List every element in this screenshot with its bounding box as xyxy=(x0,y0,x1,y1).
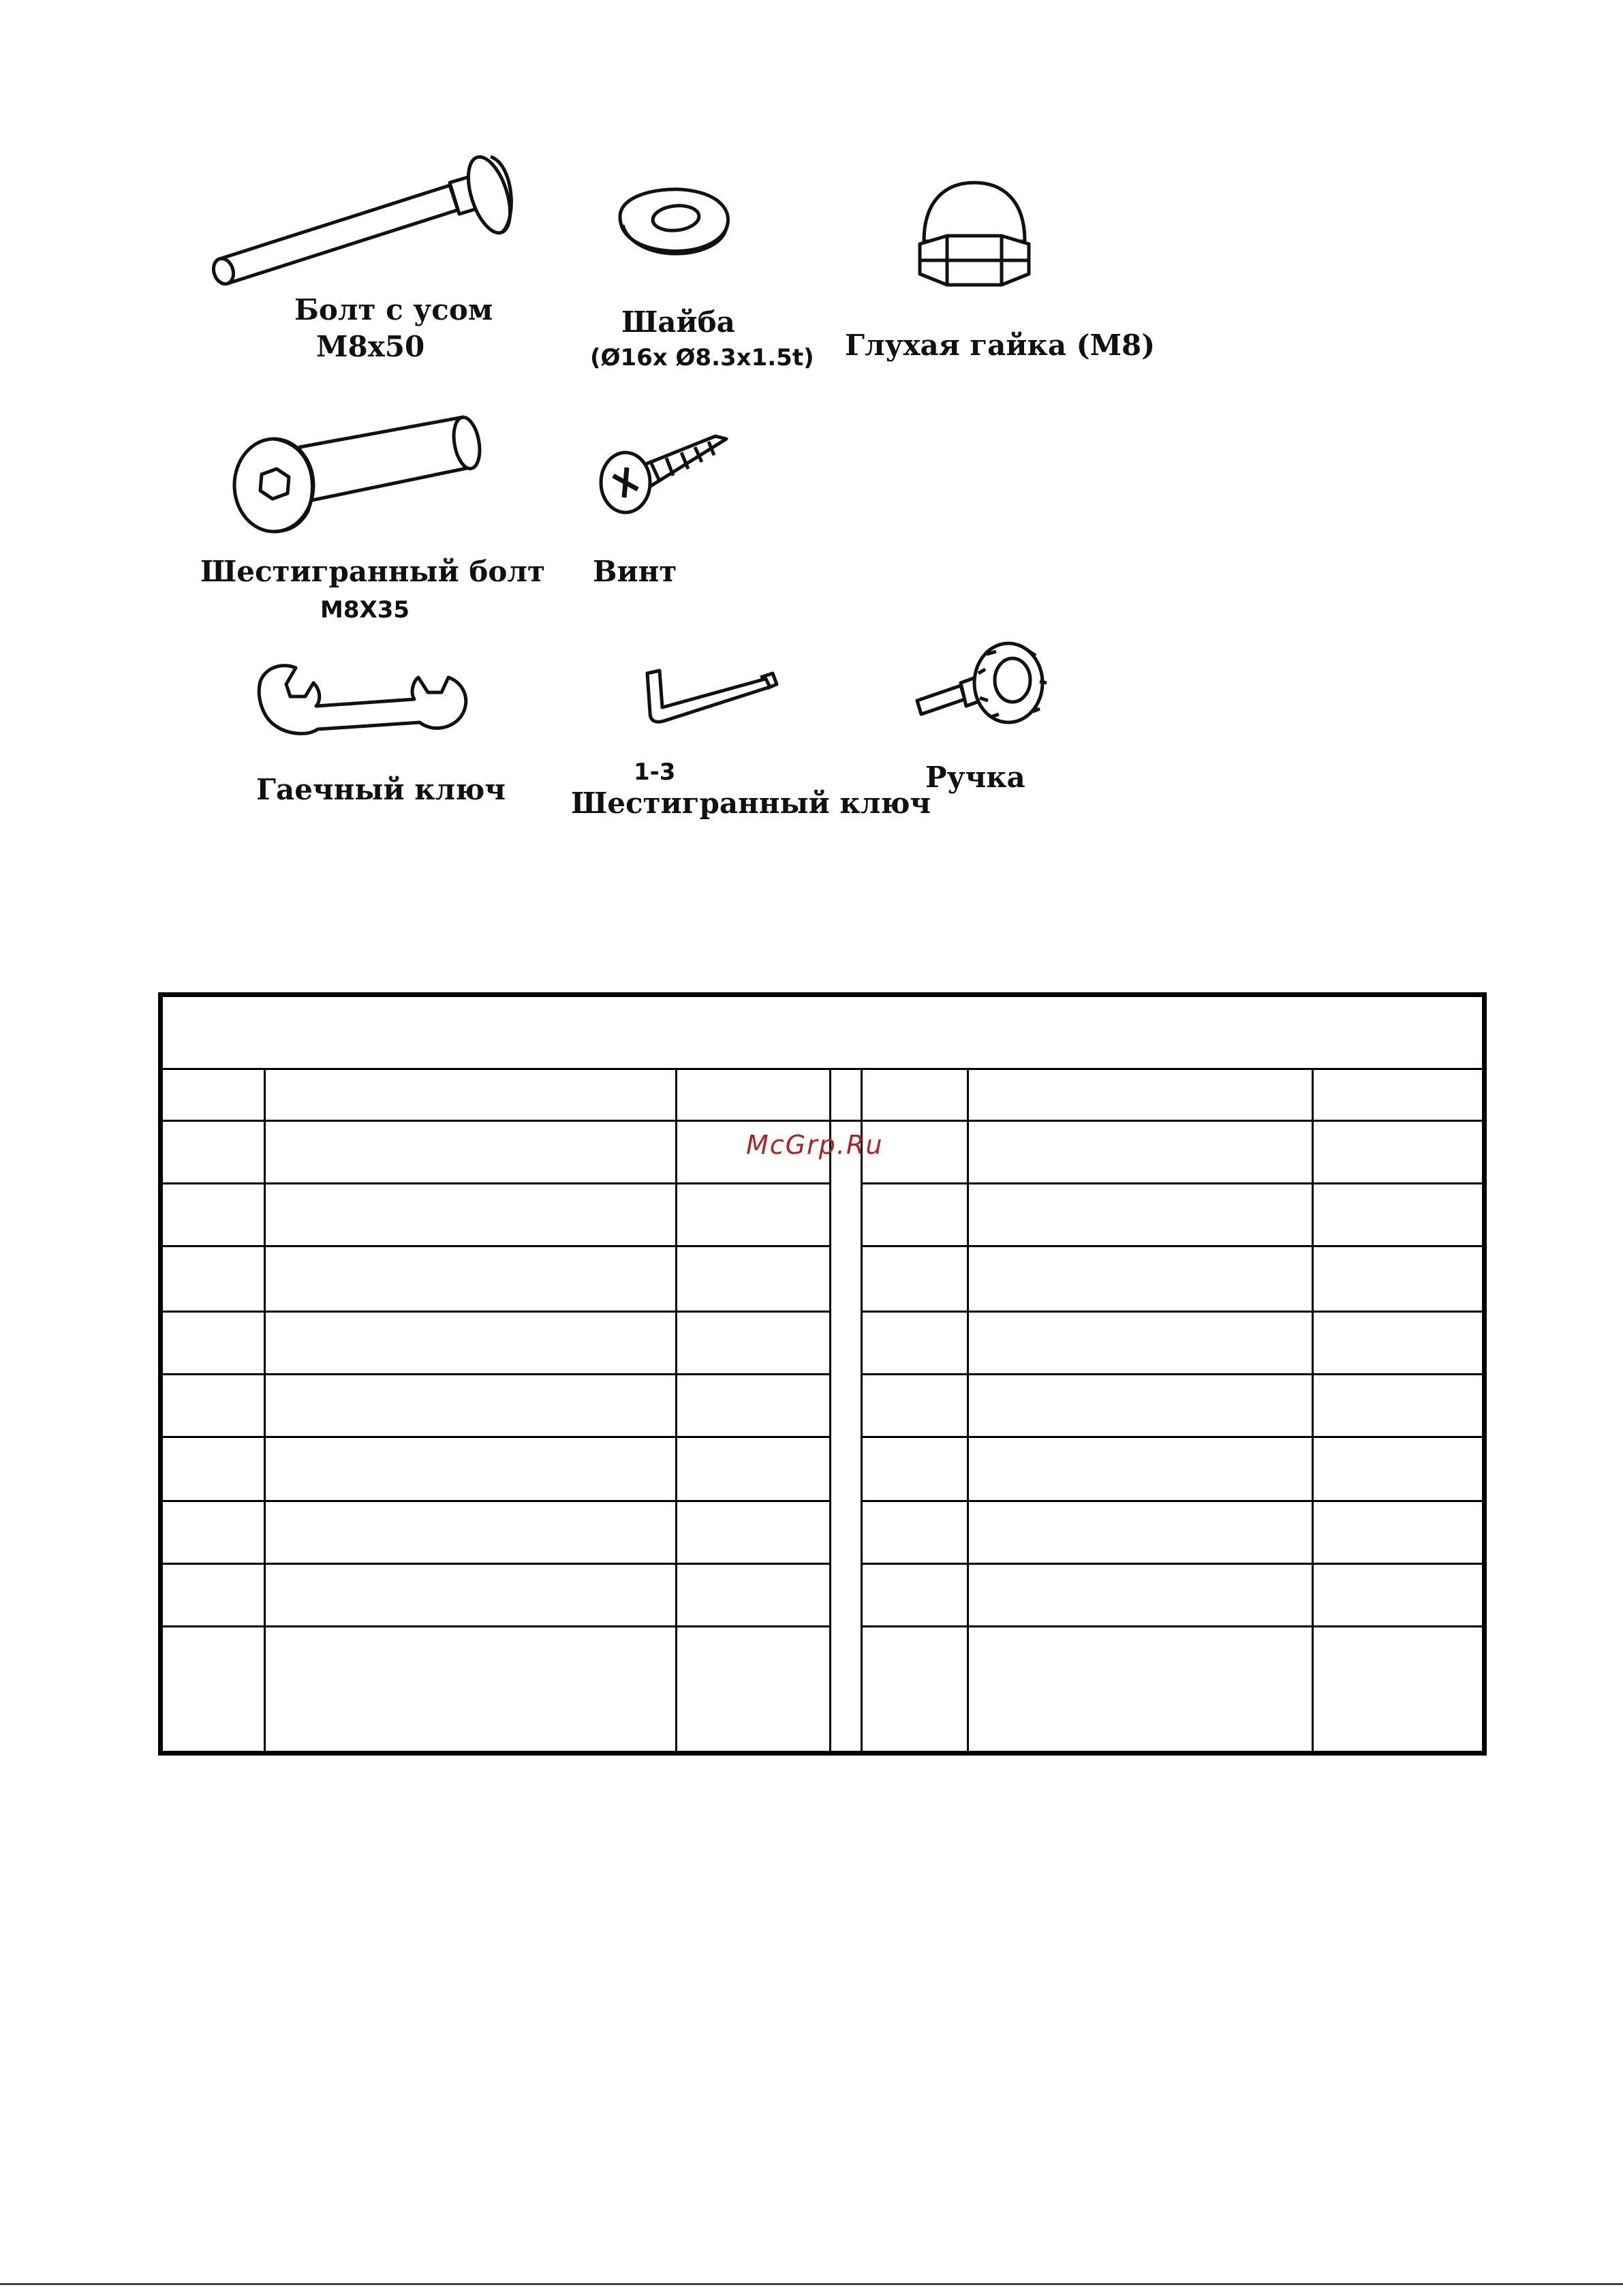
table-column-header-divider xyxy=(163,1120,1482,1122)
table-column-divider xyxy=(861,1068,863,1751)
wrench-icon xyxy=(256,661,474,736)
table-row-divider xyxy=(163,1500,1482,1502)
wrench-label: Гаечный ключ xyxy=(256,773,506,806)
table-header-divider xyxy=(163,1068,1482,1070)
hex-key-icon xyxy=(643,668,779,729)
table-column-divider xyxy=(675,1068,677,1751)
screw-icon xyxy=(593,428,729,523)
hex-key-size: 1-3 xyxy=(634,759,676,786)
table-column-divider xyxy=(264,1068,266,1751)
parts-list-table xyxy=(158,992,1487,1756)
table-row-divider xyxy=(163,1373,1482,1375)
hex-bolt-icon xyxy=(232,409,518,545)
washer-size: (Ø16x Ø8.3x1.5t) xyxy=(590,344,814,371)
table-row-divider xyxy=(163,1182,1482,1184)
table-row-divider xyxy=(163,1625,1482,1627)
knob-icon xyxy=(913,638,1049,733)
table-gap-column xyxy=(831,1122,861,1751)
table-row-divider xyxy=(163,1563,1482,1565)
washer-label: Шайба xyxy=(621,305,735,339)
carriage-bolt-size: M8x50 xyxy=(316,330,425,363)
hex-bolt-label: Шестигранный болт xyxy=(200,555,546,588)
table-row-divider xyxy=(163,1245,1482,1247)
table-row-divider xyxy=(163,1311,1482,1313)
table-column-divider xyxy=(1312,1068,1314,1751)
washer-icon xyxy=(613,183,736,258)
carriage-bolt-label: Болт с усом xyxy=(294,293,493,326)
hex-bolt-size: M8X35 xyxy=(320,596,410,624)
screw-label: Винт xyxy=(593,555,677,588)
watermark: McGrp.Ru xyxy=(746,1130,884,1160)
carriage-bolt-icon xyxy=(204,150,518,300)
knob-label: Ручка xyxy=(925,761,1025,794)
cap-nut-icon xyxy=(913,179,1036,288)
table-row-divider xyxy=(163,1436,1482,1438)
cap-nut-label: Глухая гайка (M8) xyxy=(845,328,1156,362)
page-bottom-rule xyxy=(0,2283,1623,2285)
hex-key-label: Шестигранный ключ xyxy=(571,786,931,820)
table-column-divider xyxy=(967,1068,969,1751)
